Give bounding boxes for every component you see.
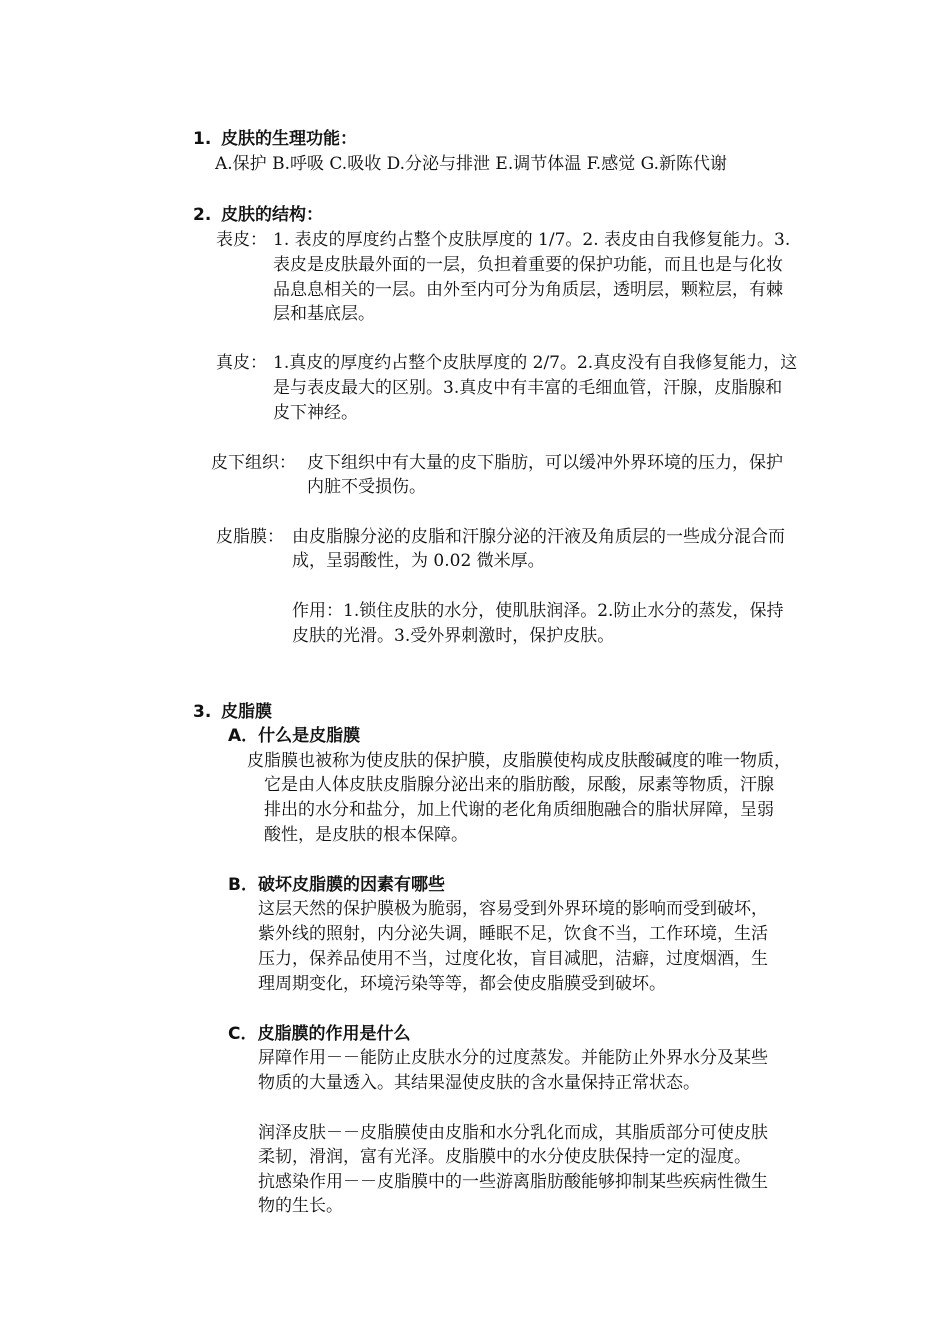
dermis-line: 皮下神经。 [273,403,358,423]
subsection-b-line: 这层天然的保护膜极为脆弱，容易受到外界环境的影响而受到破坏， [258,899,768,919]
section-1-number: 1. [193,129,212,149]
subsection-c-line: 物的生长。 [258,1196,343,1216]
subsection-a-line: 皮脂膜也被称为使皮肤的保护膜，皮脂膜使构成皮肤酸碱度的唯一物质， [247,751,791,771]
subsection-b-title: B．破坏皮脂膜的因素有哪些 [228,875,445,895]
sebum-film-function: 皮肤的光滑。3.受外界刺激时，保护皮肤。 [292,626,615,646]
section-1-title: 皮肤的生理功能： [221,129,357,149]
subsection-b-line: 紫外线的照射，内分泌失调，睡眠不足，饮食不当，工作环境，生活 [258,924,768,944]
subcutis-label: 皮下组织： [211,453,296,473]
sebum-film-function: 作用：1.锁住皮肤的水分，使肌肤润泽。2.防止水分的蒸发，保持 [292,601,784,621]
subsection-a-line: 排出的水分和盐分，加上代谢的老化角质细胞融合的脂状屏障，呈弱 [264,800,774,820]
epidermis-line: 表皮是皮肤最外面的一层，负担着重要的保护功能，而且也是与化妆 [273,255,783,275]
subsection-a-title: A．什么是皮脂膜 [228,726,361,746]
dermis-line: 是与表皮最大的区别。3.真皮中有丰富的毛细血管，汗腺，皮脂腺和 [273,378,783,398]
section-1-heading [193,127,357,151]
sebum-film-line: 成，呈弱酸性，为 0.02 微米厚。 [292,551,545,571]
epidermis-line: 1. 表皮的厚度约占整个皮肤厚度的 1/7。2. 表皮由自我修复能力。3. [273,230,791,250]
epidermis-line: 层和基底层。 [273,304,375,324]
subcutis-line: 内脏不受损伤。 [307,477,426,497]
subsection-c-line: 润泽皮肤－－皮脂膜使由皮脂和水分乳化而成，其脂质部分可使皮肤 [258,1123,768,1143]
section-3-number: 3. [193,702,212,722]
subsection-c-line: 抗感染作用－－皮脂膜中的一些游离脂肪酸能够抑制某些疾病性微生 [258,1172,768,1192]
subsection-a-line: 酸性，是皮肤的根本保障。 [264,825,468,845]
dermis-line: 1.真皮的厚度约占整个皮肤厚度的 2/7。2.真皮没有自我修复能力，这 [273,353,798,373]
subsection-c-line: 柔韧，滑润，富有光泽。皮脂膜中的水分使皮肤保持一定的湿度。 [258,1147,751,1167]
skin-functions-list: A.保护 B.呼吸 C.吸收 D.分泌与排泄 E.调节体温 F.感觉 G.新陈代谢 [215,154,727,174]
subsection-c-line: 物质的大量透入。其结果湿使皮肤的含水量保持正常状态。 [258,1073,700,1093]
subcutis-line: 皮下组织中有大量的皮下脂肪，可以缓冲外界环境的压力，保护 [307,453,783,473]
subsection-c-title: C．皮脂膜的作用是什么 [228,1024,411,1044]
subsection-a-line: 它是由人体皮肤皮脂腺分泌出来的脂肪酸，尿酸，尿素等物质，汗腺 [264,775,774,795]
section-2-number: 2. [193,205,212,225]
sebum-film-line: 由皮脂腺分泌的皮脂和汗腺分泌的汗液及角质层的一些成分混合而 [292,527,785,547]
dermis-label: 真皮： [216,353,267,373]
subsection-c-line: 屏障作用－－能防止皮肤水分的过度蒸发。并能防止外界水分及某些 [258,1048,768,1068]
sebum-film-label: 皮脂膜： [216,527,284,547]
section-2-heading [193,203,323,227]
epidermis-line: 品息息相关的一层。由外至内可分为角质层，透明层，颗粒层，有棘 [273,280,783,300]
section-3-heading [193,700,272,724]
subsection-b-line: 理周期变化，环境污染等等，都会使皮脂膜受到破坏。 [258,974,666,994]
section-3-title: 皮脂膜 [221,702,272,722]
epidermis-label: 表皮： [216,230,267,250]
subsection-b-line: 压力，保养品使用不当，过度化妆，盲目减肥，洁癖，过度烟酒，生 [258,949,768,969]
section-2-title: 皮肤的结构： [221,205,323,225]
